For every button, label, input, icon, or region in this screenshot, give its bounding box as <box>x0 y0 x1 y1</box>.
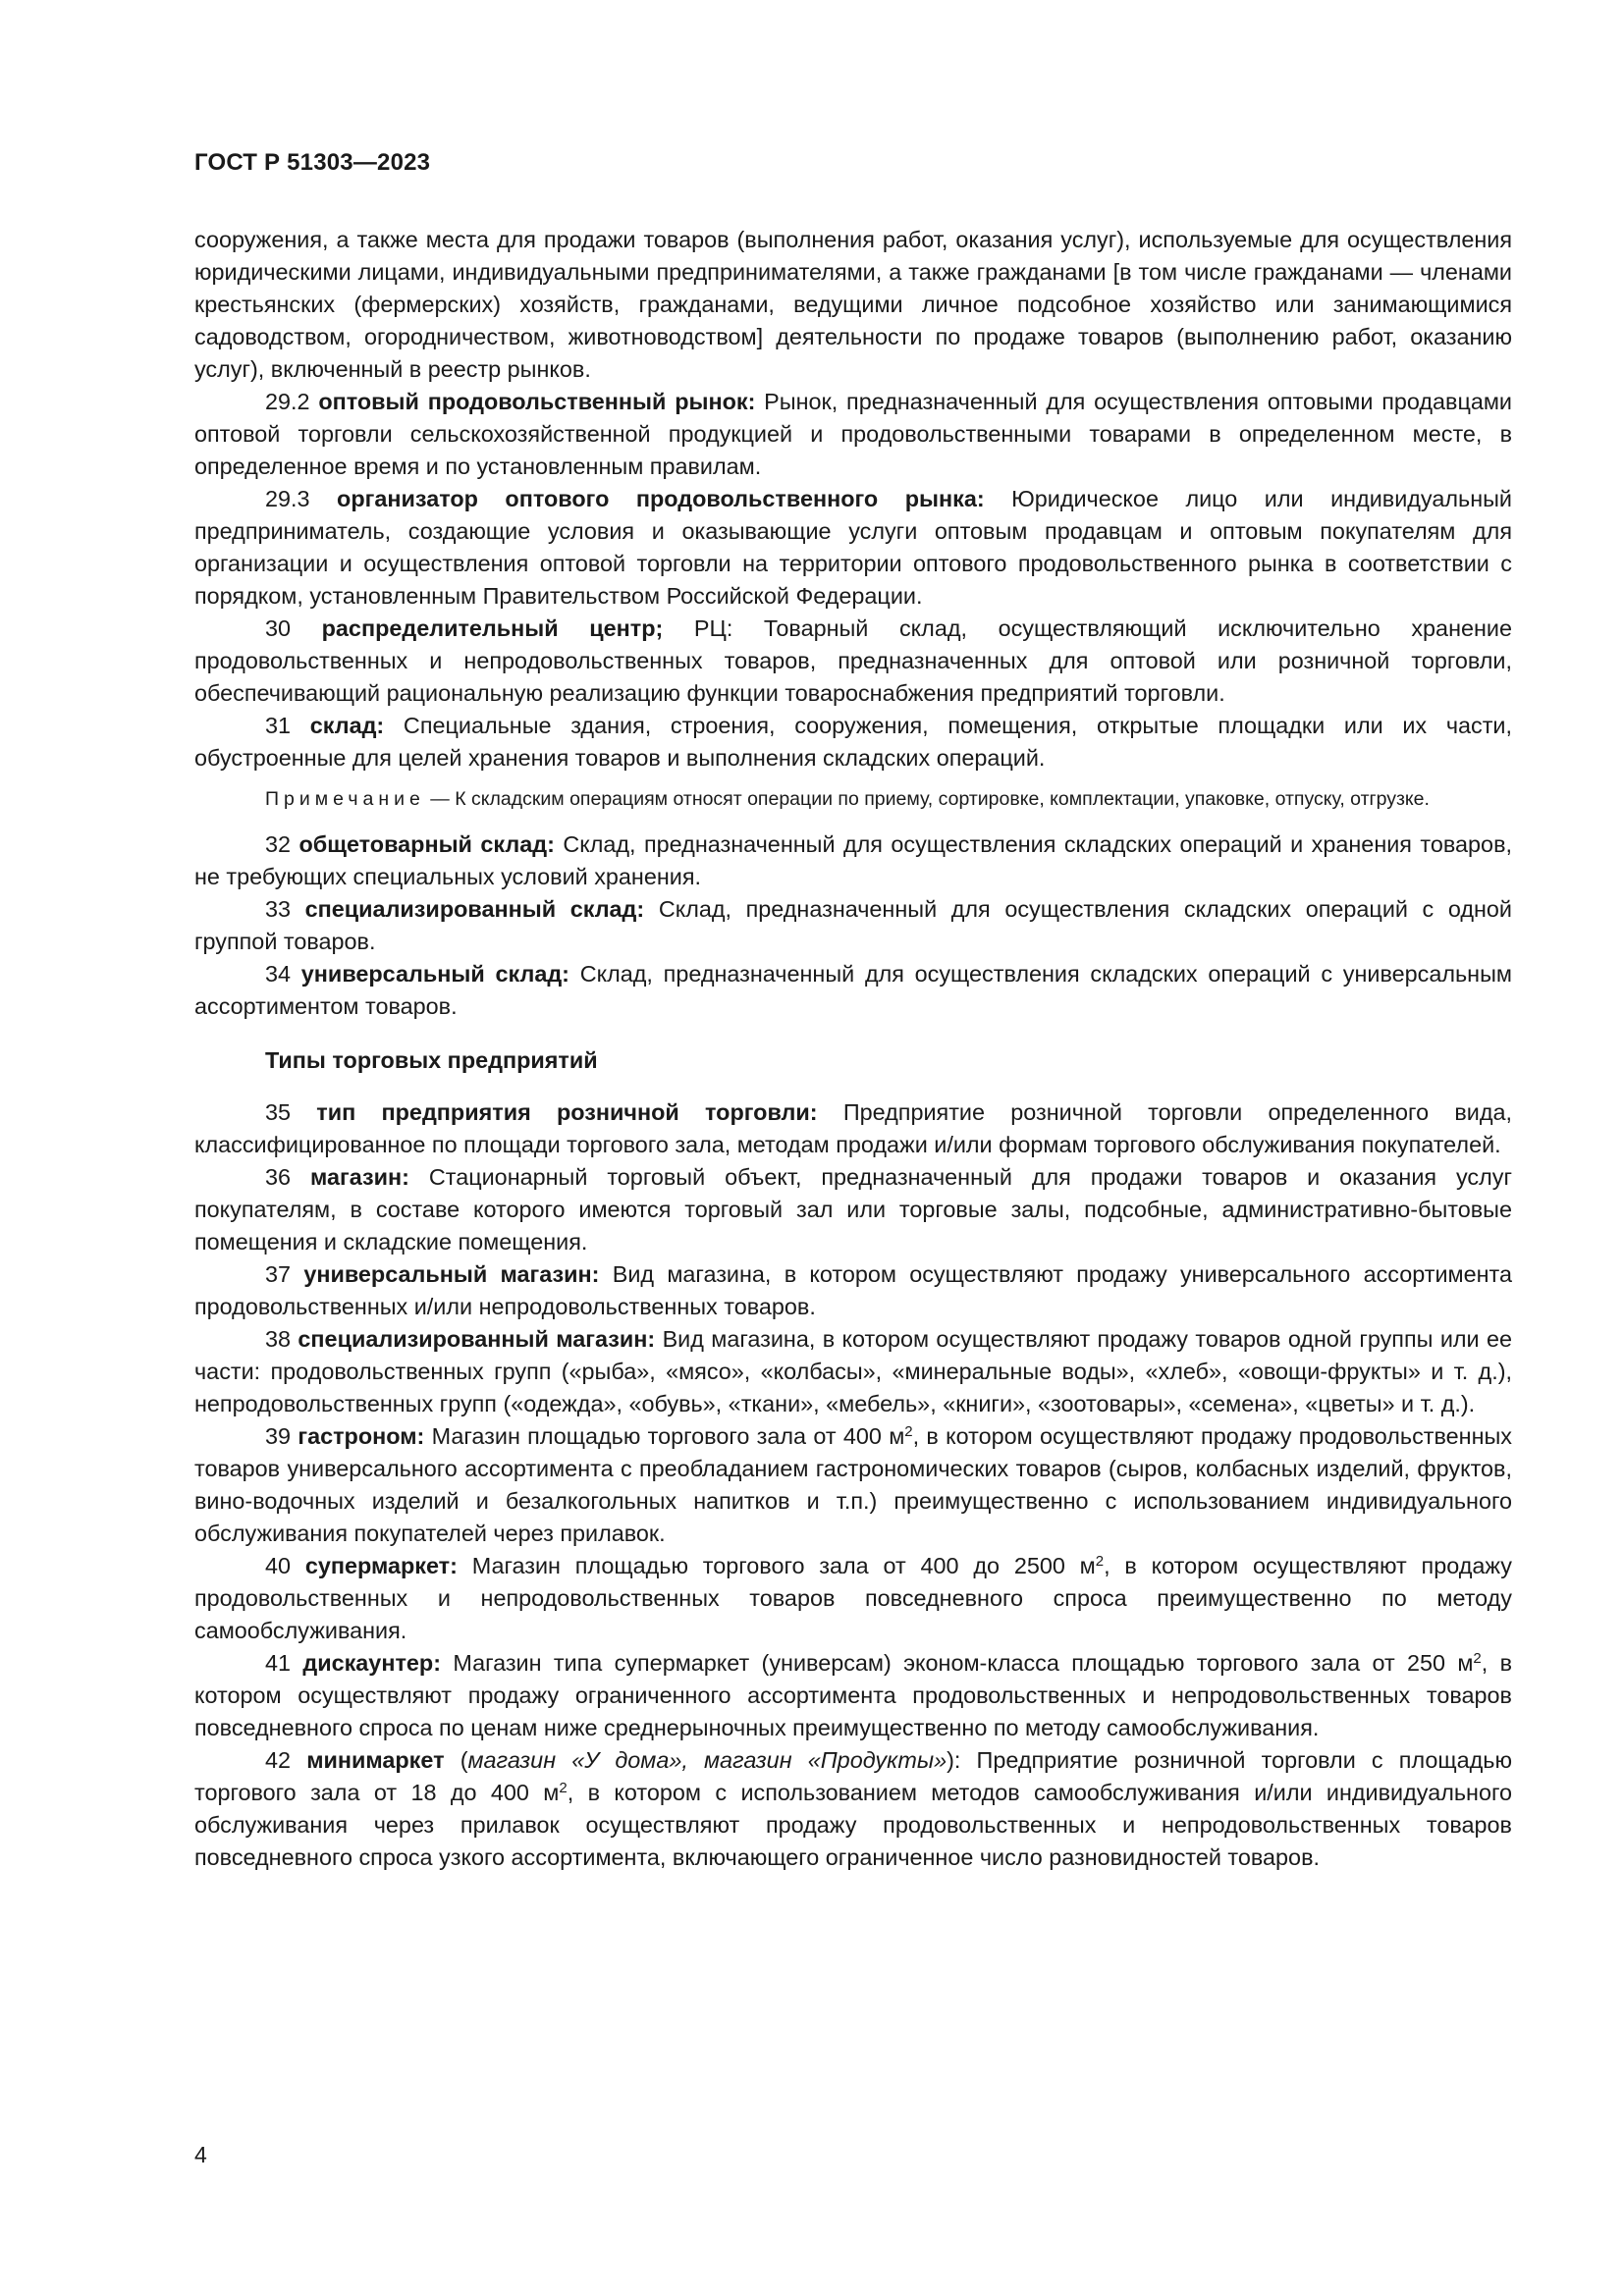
paren-open: ( <box>444 1747 468 1773</box>
term-number: 29.3 <box>265 486 310 511</box>
term-31 <box>194 710 1512 774</box>
term-number: 41 <box>265 1650 292 1676</box>
term-number: 33 <box>265 896 292 922</box>
term-38 <box>194 1323 1512 1420</box>
term-number: 36 <box>265 1164 292 1190</box>
superscript: 2 <box>559 1780 568 1796</box>
term-title: дискаунтер: <box>302 1650 441 1676</box>
term-title: оптовый продовольственный рынок: <box>318 389 756 414</box>
term-title: организатор оптового продовольственного рынка: <box>337 486 985 511</box>
term-definition: Склад, предназначенный для осуществления складских операций с одной группой товаров. <box>194 896 1513 954</box>
term-number: 32 <box>265 831 292 857</box>
term-number: 38 <box>265 1326 292 1352</box>
term-number: 40 <box>265 1553 292 1578</box>
term-40 <box>194 1550 1512 1647</box>
term-42 <box>194 1744 1512 1874</box>
term-number: 35 <box>265 1099 292 1125</box>
term-definition: Склад, предназначенный для осуществления складских операций и хранения товаров, не требующих специальных условий хранения. <box>194 831 1512 889</box>
superscript: 2 <box>1095 1553 1105 1570</box>
term-36 <box>194 1161 1512 1258</box>
term-title: магазин: <box>309 1164 409 1190</box>
term-definition: Магазин площадью торгового зала от 400 до 2500 м <box>457 1553 1096 1578</box>
term-title: специализированный магазин: <box>298 1326 656 1352</box>
document-body <box>194 224 1512 1874</box>
paren-close: ): <box>947 1747 961 1773</box>
term-definition: Юридическое лицо или индивидуальный предприниматель, создающие условия и оказывающие услуги оптовым продавцам и оптовым покупателям для организации и осуществления оптовой торговли на территории оптового продовольственного рынка в соответствии с порядком, установленным Правительством Российской Федерации. <box>194 486 1512 609</box>
document-header: ГОСТ Р 51303—2023 <box>194 149 431 176</box>
term-number: 34 <box>265 961 292 987</box>
term-30 <box>194 613 1512 710</box>
term-37 <box>194 1258 1512 1323</box>
term-title: тип предприятия розничной торговли: <box>316 1099 818 1125</box>
term-definition-cont: , в котором осуществляют продажу продовольственных и непродовольственных товаров повседневного спроса преимущественно по методу самообслуживания. <box>194 1553 1512 1643</box>
term-definition: Вид магазина, в котором осуществляют продажу товаров одной группы или ее части: продовольственных групп («рыба», «мясо», «колбасы», «минеральные воды», «хлеб», «овощи-фрукты» и т. д.), непродовольственных групп («одежда», «обувь», «ткани», «мебель», «книги», «зоотовары», «семена», «цветы» и т. д.). <box>194 1326 1512 1416</box>
term-title: специализированный склад: <box>304 896 645 922</box>
term-title: минимаркет <box>306 1747 445 1773</box>
term-definition: РЦ: Товарный склад, осуществляющий исключительно хранение продовольственных и непродовольственных товаров, предназначенных для оптовой или розничной торговли, обеспечивающий рациональную реализацию функции товароснабжения предприятий торговли. <box>194 615 1512 706</box>
term-definition: Магазин площадью торгового зала от 400 м <box>424 1423 905 1449</box>
term-definition: Вид магазина, в котором осуществляют продажу универсального ассортимента продовольственных и/или непродовольственных товаров. <box>194 1261 1512 1319</box>
section-heading: Типы торговых предприятий <box>265 1047 598 1073</box>
term-definition: Рынок, предназначенный для осуществления оптовыми продавцами оптовой торговли сельскохозяйственной продукцией и продовольственными товарами в определенном месте, в определенное время и по установленным правилам. <box>194 389 1512 479</box>
note-label: Примечание <box>265 788 425 810</box>
paragraph-continuation: сооружения, а также места для продажи товаров (выполнения работ, оказания услуг), используемые для осуществления юридическими лицами, индивидуальными предпринимателями, а также гражданами [в том числе гражданами — членами крестьянских (фермерских) хозяйств, гражданами, ведущими личное подсобное хозяйство или занимающимися садоводством, огородничеством, животноводством] деятельности по продаже товаров (выполнению работ, оказанию услуг), включенный в реестр рынков. <box>194 227 1512 382</box>
term-title: гастроном: <box>298 1423 425 1449</box>
term-definition-cont: , в котором осуществляют продажу продовольственных товаров универсального ассортимента с преобладанием гастрономических товаров (сыров, колбасных изделий, фруктов, вино-водочных изделий и безалкогольных напитков и т.п.) преимущественно с использованием индивидуального обслуживания покупателей через прилавок. <box>194 1423 1513 1546</box>
term-number: 39 <box>265 1423 292 1449</box>
term-32 <box>194 828 1512 893</box>
term-definition: Предприятие розничной торговли с площадью торгового зала от 18 до 400 м <box>194 1747 1512 1805</box>
term-definition-cont: , в котором с использованием методов самообслуживания и/или индивидуального обслуживания через прилавок осуществляют продажу продовольственных и непродовольственных товаров повседневного спроса узкого ассортимента, включающего ограниченное число разновидностей товаров. <box>194 1780 1512 1870</box>
term-29-2 <box>194 386 1512 483</box>
term-34 <box>194 958 1512 1023</box>
superscript: 2 <box>1473 1650 1482 1667</box>
note-text: — К складским операциям относят операции по приему, сортировке, комплектации, упаковке, отпуску, отгрузке. <box>424 788 1430 810</box>
term-39 <box>194 1420 1512 1550</box>
note <box>194 784 1512 815</box>
page-number: 4 <box>194 2142 207 2167</box>
term-number: 29.2 <box>265 389 310 414</box>
term-29-3 <box>194 483 1512 613</box>
term-title: универсальный склад: <box>300 961 569 987</box>
term-title: супермаркет: <box>304 1553 458 1578</box>
term-definition-cont: , в котором осуществляют продажу ограниченного ассортимента продовольственных и непродовольственных товаров повседневного спроса по ценам ниже среднерыночных преимущественно по методу самообслуживания. <box>194 1650 1512 1740</box>
term-definition: Предприятие розничной торговли определенного вида, классифицированное по площади торгового зала, методам продажи и/или формам торгового обслуживания покупателей. <box>194 1099 1512 1157</box>
term-title: склад: <box>309 713 385 738</box>
term-title: универсальный магазин: <box>303 1261 600 1287</box>
term-41 <box>194 1647 1512 1744</box>
term-number: 30 <box>265 615 292 641</box>
term-number: 37 <box>265 1261 292 1287</box>
term-number: 42 <box>265 1747 292 1773</box>
term-definition: Специальные здания, строения, сооружения, помещения, открытые площадки или их части, обустроенные для целей хранения товаров и выполнения складских операций. <box>194 713 1512 771</box>
term-definition: Магазин типа супермаркет (универсам) эконом-класса площадью торгового зала от 250 м <box>441 1650 1474 1676</box>
term-35 <box>194 1096 1512 1161</box>
term-definition: Склад, предназначенный для осуществления складских операций с универсальным ассортиментом товаров. <box>194 961 1512 1019</box>
alt-terms: магазин «У дома», магазин «Продукты» <box>467 1747 947 1773</box>
term-33 <box>194 893 1512 958</box>
term-number: 31 <box>265 713 292 738</box>
term-definition: Стационарный торговый объект, предназначенный для продажи товаров и оказания услуг покупателям, в составе которого имеются торговый зал или торговые залы, подсобные, административно-бытовые помещения и складские помещения. <box>194 1164 1512 1255</box>
term-title: общетоварный склад: <box>298 831 555 857</box>
superscript: 2 <box>904 1423 913 1440</box>
term-title: распределительный центр; <box>321 615 664 641</box>
